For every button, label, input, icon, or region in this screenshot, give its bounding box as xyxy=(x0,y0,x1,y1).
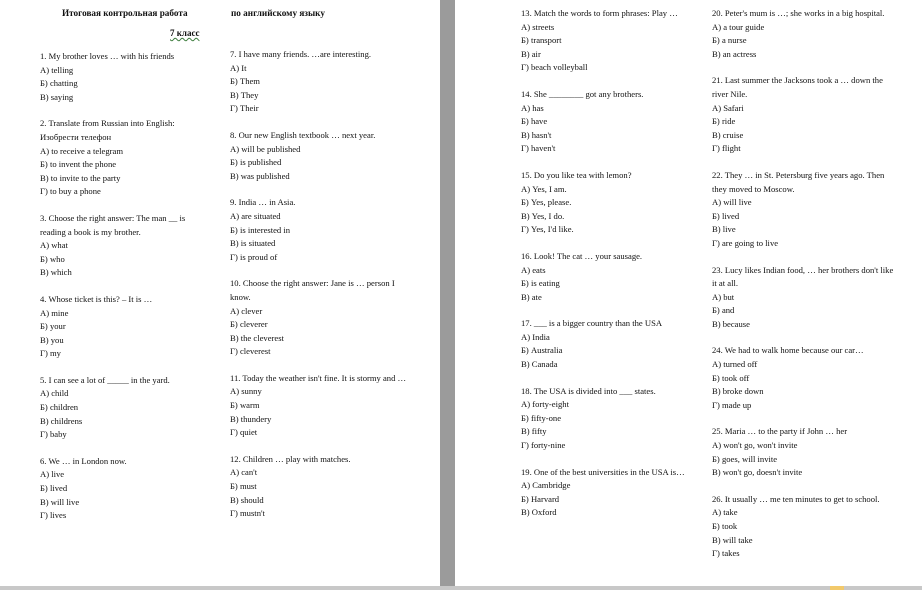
answer-option: А) has xyxy=(521,102,544,113)
document-page-left xyxy=(0,0,440,590)
answer-option: А) clever xyxy=(230,305,263,316)
question-text: 22. They … in St. Petersburg five years ago. Then they moved to Moscow. xyxy=(712,169,885,194)
answer-option: Б) must xyxy=(230,481,257,492)
question-text: 3. Choose the right answer: The man __ is reading a book is my brother. xyxy=(40,212,186,237)
answer-option: Г) forty-nine xyxy=(521,440,566,451)
answer-option: Г) cleverest xyxy=(230,346,271,357)
answer-option: В) won't go, doesn't invite xyxy=(712,467,803,478)
question-block xyxy=(40,117,210,199)
answer-option: Б) a nurse xyxy=(712,35,747,46)
question-block xyxy=(40,374,210,442)
answer-option: Б) is published xyxy=(230,157,282,168)
answer-option: Б) ride xyxy=(712,116,736,127)
question-block xyxy=(712,74,897,156)
answer-option: В) the cleverest xyxy=(230,332,284,343)
answer-option: А) to receive a telegram xyxy=(40,145,124,156)
question-text: 5. I can see a lot of _____ in the yard. xyxy=(40,374,170,385)
question-text: 17. ___ is a bigger country than the USA xyxy=(521,318,663,329)
answer-option: А) won't go, won't invite xyxy=(712,440,798,451)
answer-option: Б) who xyxy=(40,253,65,264)
question-text: 4. Whose ticket is this? – It is … xyxy=(40,293,153,304)
answer-option: Г) lives xyxy=(40,510,67,521)
answer-option: Г) are going to live xyxy=(712,237,779,248)
answer-option: Б) lived xyxy=(40,483,68,494)
question-block xyxy=(230,48,415,116)
question-block xyxy=(712,425,897,479)
question-text: 10. Choose the right answer: Jane is … person I know. xyxy=(230,278,395,302)
answer-option: Б) to invent the phone xyxy=(40,159,117,170)
answer-option: Г) beach volleyball xyxy=(521,62,588,73)
answer-option: А) but xyxy=(712,291,735,302)
answer-option: А) are situated xyxy=(230,210,281,221)
answer-option: В) an actress xyxy=(712,48,757,59)
answer-option: А) Yes, I am. xyxy=(521,183,567,194)
answer-option: В) saying xyxy=(40,91,74,102)
question-block xyxy=(712,344,897,412)
answer-option: В) childrens xyxy=(40,415,83,426)
answer-option: Б) goes, will invite xyxy=(712,453,778,464)
question-text: 26. It usually … me ten minutes to get to school. xyxy=(712,493,880,504)
answer-option: А) streets xyxy=(521,21,555,32)
answer-option: Г) to buy a phone xyxy=(40,186,101,197)
answer-option: Г) takes xyxy=(712,548,740,559)
question-block xyxy=(230,129,415,183)
answer-option: Б) children xyxy=(40,402,79,413)
answer-option: Г) is proud of xyxy=(230,251,278,262)
answer-option: В) which xyxy=(40,267,72,278)
question-column-4 xyxy=(712,7,897,561)
answer-option: А) what xyxy=(40,240,68,251)
answer-option: А) Safari xyxy=(712,102,744,113)
answer-option: Б) cleverer xyxy=(230,319,268,330)
answer-option: В) thundery xyxy=(230,413,272,424)
question-text: 12. Children … play with matches. xyxy=(230,453,351,464)
question-column-2 xyxy=(230,48,415,521)
answer-option: А) eats xyxy=(521,264,546,275)
answer-option: В) cruise xyxy=(712,129,744,140)
answer-option: А) turned off xyxy=(712,359,758,370)
answer-option: А) India xyxy=(521,331,550,342)
question-block xyxy=(230,372,415,440)
answer-option: Б) Harvard xyxy=(521,493,560,504)
question-column-3 xyxy=(521,7,701,520)
question-text: 25. Maria … to the party if John … her xyxy=(712,426,848,437)
answer-option: А) take xyxy=(712,507,738,518)
question-block xyxy=(712,493,897,561)
status-marker xyxy=(830,586,844,590)
answer-option: Г) Yes, I'd like. xyxy=(521,224,574,235)
answer-option: А) a tour guide xyxy=(712,21,765,32)
answer-option: А) mine xyxy=(40,307,69,318)
question-block xyxy=(521,317,701,371)
answer-option: Б) Them xyxy=(230,76,260,87)
question-block xyxy=(230,277,415,359)
answer-option: В) air xyxy=(521,48,541,59)
answer-option: В) Canada xyxy=(521,359,558,370)
answer-option: Г) flight xyxy=(712,143,741,154)
answer-option: В) Oxford xyxy=(521,507,557,518)
answer-option: А) will be published xyxy=(230,143,301,154)
question-block xyxy=(521,250,701,304)
question-block xyxy=(40,50,210,104)
question-block xyxy=(40,293,210,361)
answer-option: В) live xyxy=(712,224,736,235)
answer-option: Б) warm xyxy=(230,400,260,411)
question-column-1 xyxy=(40,50,210,523)
question-block xyxy=(521,466,701,520)
question-block xyxy=(521,7,701,75)
answer-option: В) to invite to the party xyxy=(40,172,121,183)
answer-option: В) should xyxy=(230,494,264,505)
question-block xyxy=(712,169,897,251)
question-text: 24. We had to walk home because our car… xyxy=(712,345,864,356)
question-text: 6. We … in London now. xyxy=(40,455,127,466)
answer-option: Б) is eating xyxy=(521,278,560,289)
answer-option: В) ate xyxy=(521,291,542,302)
answer-option: Б) Australia xyxy=(521,345,563,356)
answer-option: В) They xyxy=(230,89,259,100)
question-block xyxy=(712,264,897,332)
answer-option: А) can't xyxy=(230,467,258,478)
answer-option: В) you xyxy=(40,334,64,345)
question-text: 11. Today the weather isn't fine. It is stormy and … xyxy=(230,372,407,383)
answer-option: Г) quiet xyxy=(230,427,258,438)
question-block xyxy=(230,196,415,264)
answer-option: А) telling xyxy=(40,64,74,75)
answer-option: В) because xyxy=(712,318,750,329)
answer-option: Г) my xyxy=(40,348,61,359)
answer-option: Г) mustn't xyxy=(230,508,265,519)
answer-option: Б) took xyxy=(712,521,738,531)
answer-option: А) Cambridge xyxy=(521,480,571,491)
question-block xyxy=(521,169,701,237)
question-text: 15. Do you like tea with lemon? xyxy=(521,169,632,180)
question-text: 21. Last summer the Jacksons took a … down the river Nile. xyxy=(712,75,883,99)
answer-option: Б) have xyxy=(521,116,548,127)
question-text: 16. Look! The cat … your sausage. xyxy=(521,250,643,261)
answer-option: А) forty-eight xyxy=(521,399,569,410)
question-block xyxy=(230,453,415,521)
title-right: по английскому языку xyxy=(231,8,325,18)
answer-option: А) sunny xyxy=(230,386,262,397)
question-text: 2. Translate from Russian into English: Изобрести телефон xyxy=(40,118,175,142)
question-block xyxy=(40,212,210,280)
answer-option: А) will live xyxy=(712,197,752,208)
question-text: 14. She ________ got any brothers. xyxy=(521,88,644,99)
grade-label: 7 класс xyxy=(170,28,200,38)
question-text: 1. My brother loves … with his friends xyxy=(40,51,175,61)
answer-option: В) will take xyxy=(712,534,753,545)
document-page-right xyxy=(455,0,922,590)
answer-option: В) Yes, I do. xyxy=(521,210,565,221)
answer-option: Б) transport xyxy=(521,35,562,46)
answer-option: А) It xyxy=(230,62,247,73)
answer-option: Б) and xyxy=(712,305,735,316)
answer-option: Г) Their xyxy=(230,103,259,114)
answer-option: Г) haven't xyxy=(521,143,556,154)
answer-option: В) broke down xyxy=(712,386,764,397)
answer-option: Б) lived xyxy=(712,210,740,221)
answer-option: Б) fifty-one xyxy=(521,412,562,423)
question-text: 23. Lucy likes Indian food, … her brothers don't like it at all. xyxy=(712,264,894,289)
answer-option: Б) is interested in xyxy=(230,224,291,235)
answer-option: А) live xyxy=(40,469,65,480)
question-text: 19. One of the best universities in the USA is… xyxy=(521,466,685,477)
answer-option: В) fifty xyxy=(521,426,547,437)
question-text: 18. The USA is divided into ___ states. xyxy=(521,385,656,396)
question-text: 20. Peter's mum is …; she works in a big hospital. xyxy=(712,8,885,18)
answer-option: Б) your xyxy=(40,321,66,332)
answer-option: В) was published xyxy=(230,170,290,181)
answer-option: В) hasn't xyxy=(521,129,552,140)
answer-option: В) is situated xyxy=(230,238,276,249)
title-left: Итоговая контрольная работа xyxy=(62,8,188,18)
question-block xyxy=(40,455,210,523)
question-text: 7. I have many friends. …are interesting. xyxy=(230,49,372,59)
question-block xyxy=(712,7,897,61)
answer-option: Б) Yes, please. xyxy=(521,197,572,208)
question-text: 8. Our new English textbook … next year. xyxy=(230,129,376,140)
question-text: 9. India … in Asia. xyxy=(230,197,296,208)
status-bar xyxy=(0,586,922,590)
answer-option: Г) baby xyxy=(40,429,67,440)
answer-option: Б) took off xyxy=(712,372,750,383)
answer-option: А) child xyxy=(40,388,69,399)
question-text: 13. Match the words to form phrases: Play … xyxy=(521,8,678,18)
answer-option: Г) made up xyxy=(712,399,752,410)
question-block xyxy=(521,88,701,156)
question-block xyxy=(521,385,701,453)
answer-option: Б) chatting xyxy=(40,78,78,89)
answer-option: В) will live xyxy=(40,496,80,507)
